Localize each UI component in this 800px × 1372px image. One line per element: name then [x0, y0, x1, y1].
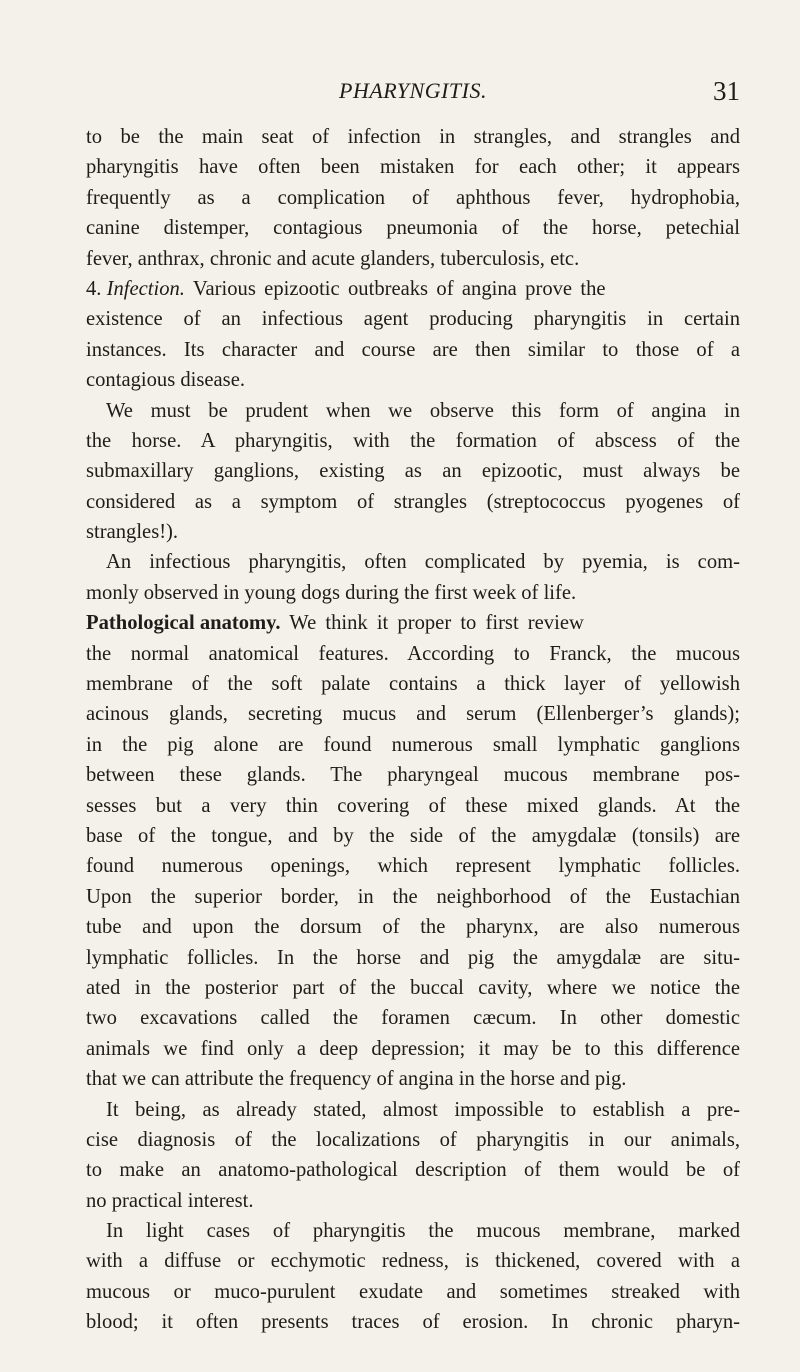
text-line: in the pig alone are found numerous small lymphatic ganglions [86, 733, 740, 756]
text-line: between these glands. The pharyngeal mucous membrane pos- [86, 764, 740, 787]
text-line: cise diagnosis of the localizations of pharyngitis in our animals, [86, 1128, 740, 1151]
text-line: that we can attribute the frequency of angina in the horse and pig. [86, 1068, 627, 1091]
text-line: mucous or muco-purulent exudate and sometimes streaked with [86, 1280, 740, 1303]
text-line: An infectious pharyngitis, often complicated by pyemia, is com- [106, 551, 740, 574]
text-segment: Various epizootic outbreaks of angina prove the [184, 277, 606, 300]
text-line: We must be prudent when we observe this form of angina in [106, 399, 740, 422]
text-line: fever, anthrax, chronic and acute glanders, tuberculosis, etc. [86, 247, 580, 270]
text-line: frequently as a complication of aphthous fever, hydrophobia, [86, 186, 740, 209]
page-number: 31 [713, 76, 740, 106]
section-heading-pathological-anatomy: Pathological anatomy. [86, 612, 281, 635]
text-line: It being, as already stated, almost impossible to establish a pre- [106, 1098, 740, 1121]
text-segment: We think it proper to first review [280, 612, 584, 635]
text-line: canine distemper, contagious pneumonia of the horse, petechial [86, 217, 740, 240]
text-line: no practical interest. [86, 1189, 254, 1212]
text-line: Upon the superior border, in the neighborhood of the Eustachian [86, 885, 740, 908]
text-line: with a diffuse or ecchymotic redness, is thickened, covered with a [86, 1250, 740, 1273]
text-line: instances. Its character and course are then similar to those of a [86, 338, 740, 361]
text-line: base of the tongue, and by the side of the amygdalæ (tonsils) are [86, 824, 740, 847]
text-line [86, 608, 740, 638]
text-line: membrane of the soft palate contains a thick layer of yellowish [86, 673, 740, 696]
text-line: strangles!). [86, 521, 179, 544]
text-line: blood; it often presents traces of erosion. In chronic pharyn- [86, 1311, 740, 1334]
text-line: tube and upon the dorsum of the pharynx, are also numerous [86, 916, 740, 939]
text-line: to be the main seat of infection in strangles, and strangles and [86, 126, 740, 148]
running-head [86, 78, 740, 108]
text-line: submaxillary ganglions, existing as an epizootic, must always be [86, 460, 740, 483]
running-title: PHARYNGITIS. [339, 78, 487, 103]
text-line: found numerous openings, which represent lymphatic follicles. [86, 855, 740, 878]
text-line: acinous glands, secreting mucus and serum (Ellenberger’s glands); [86, 703, 740, 726]
text-line: contagious disease. [86, 369, 245, 392]
text-line: sesses but a very thin covering of these mixed glands. At the [86, 794, 740, 817]
text-line: to make an anatomo-pathological description of them would be of [86, 1159, 740, 1182]
text-line [86, 274, 740, 304]
text-line: monly observed in young dogs during the first week of life. [86, 581, 577, 604]
text-line: existence of an infectious agent producing pharyngitis in certain [86, 308, 740, 331]
text-line: the normal anatomical features. According to Franck, the mucous [86, 642, 740, 665]
text-line: two excavations called the foramen cæcum. In other domestic [86, 1007, 740, 1030]
text-line: lymphatic follicles. In the horse and pig the amygdalæ are situ- [86, 946, 740, 969]
text-line: the horse. A pharyngitis, with the formation of abscess of the [86, 429, 740, 452]
text-line: ated in the posterior part of the buccal cavity, where we notice the [86, 976, 740, 999]
text-line: In light cases of pharyngitis the mucous membrane, marked [106, 1220, 740, 1243]
section-number: 4. [86, 277, 107, 300]
text-line: animals we find only a deep depression; it may be to this difference [86, 1037, 740, 1060]
text-line: pharyngitis have often been mistaken for each other; it appears [86, 156, 740, 179]
text-line: considered as a symptom of strangles (streptococcus pyogenes of [86, 490, 740, 513]
section-heading-infection: Infection. [106, 277, 185, 300]
body-text [86, 122, 740, 1338]
